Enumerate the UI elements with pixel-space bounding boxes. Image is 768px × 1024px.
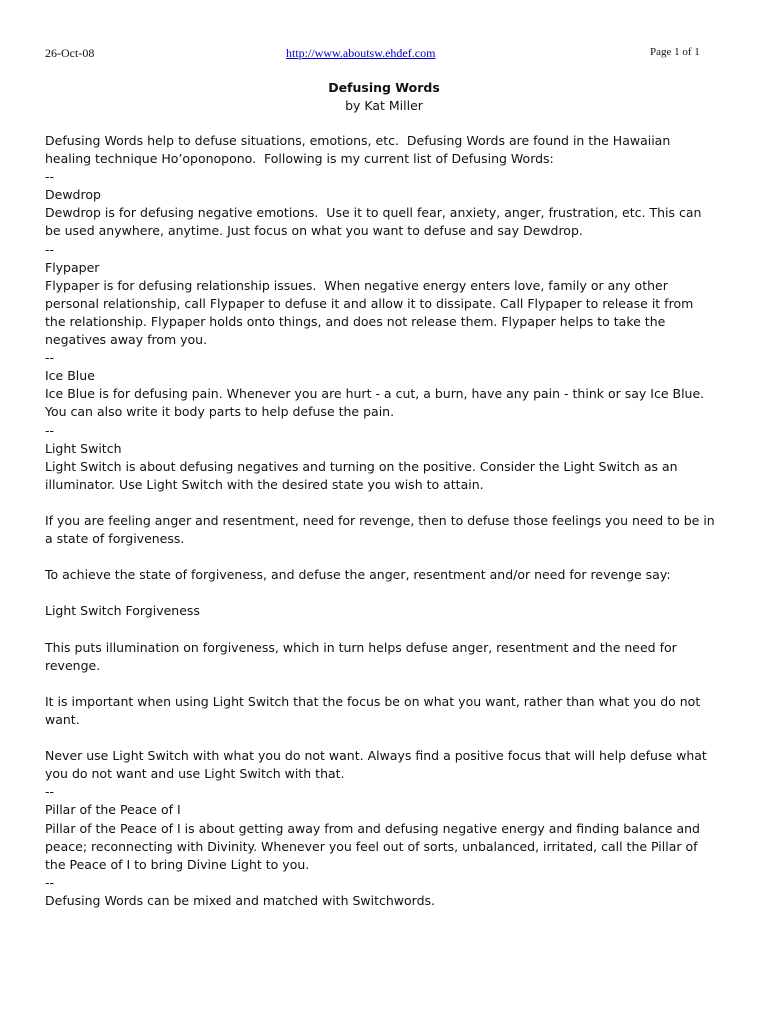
separator-line: -- (45, 350, 55, 366)
separator-line: -- (45, 169, 55, 185)
separator-line: -- (45, 241, 55, 257)
title-block (0, 79, 768, 115)
body-line: healing technique Ho’oponopono. Following is my current list of Defusing Words: (45, 151, 554, 167)
body-line: Defusing Words can be mixed and matched with Switchwords. (45, 892, 436, 908)
body-line: Dewdrop is for defusing negative emotions. Use it to quell fear, anxiety, anger, frustration, etc. This can (45, 205, 702, 221)
body-line: Light Switch (45, 440, 122, 456)
separator-line: -- (45, 874, 55, 890)
header-date: 26-Oct-08 (45, 46, 95, 60)
separator-line: -- (45, 422, 55, 438)
body-line: you do not want and use Light Switch with that. (45, 766, 345, 782)
body-line: the relationship. Flypaper holds onto things, and does not release them. Flypaper helps to take the (45, 313, 666, 329)
blank-line (45, 621, 735, 639)
blank-line (45, 548, 735, 566)
body-line: This puts illumination on forgiveness, which in turn helps defuse anger, resentment and the need for (45, 639, 677, 655)
body-line: a state of forgiveness. (45, 531, 185, 547)
blank-line (45, 729, 735, 747)
document-author: by Kat Miller (345, 98, 423, 113)
body-line: If you are feeling anger and resentment, need for revenge, then to defuse those feelings you need to be in (45, 512, 715, 528)
body-line: want. (45, 712, 80, 727)
body-line: You can also write it body parts to help defuse the pain. (45, 404, 395, 420)
body-line: be used anywhere, anytime. Just focus on what you want to defuse and say Dewdrop. (45, 223, 583, 239)
body-line: illuminator. Use Light Switch with the desired state you wish to attain. (45, 476, 484, 492)
body-line: Light Switch is about defusing negatives and turning on the positive. Consider the Light Switch as an (45, 458, 678, 474)
body-line: peace; reconnecting with Divinity. Whenever you feel out of sorts, unbalanced, irritated, call the Pillar of (45, 838, 698, 854)
separator-line: -- (45, 784, 55, 800)
body-line: It is important when using Light Switch that the focus be on what you want, rather than what you do not (45, 693, 701, 709)
body-line: Flypaper is for defusing relationship issues. When negative energy enters love, family or any other (45, 277, 668, 293)
body-line: Defusing Words help to defuse situations, emotions, etc. Defusing Words are found in the Hawaiian (45, 133, 671, 148)
blank-line (45, 494, 735, 512)
header-page-number: Page 1 of 1 (650, 46, 700, 58)
body-line: Light Switch Forgiveness (45, 603, 200, 619)
body-line: Pillar of the Peace of I (45, 802, 181, 818)
body-line: Flypaper (45, 259, 100, 275)
body-line: the Peace of I to bring Divine Light to you. (45, 856, 310, 872)
body-line: personal relationship, call Flypaper to defuse it and allow it to dissipate. Call Flypaper to release it from (45, 295, 694, 311)
body-line: Dewdrop (45, 187, 101, 203)
body-line: To achieve the state of forgiveness, and defuse the anger, resentment and/or need for revenge say: (45, 567, 671, 583)
document-title: Defusing Words (328, 80, 440, 95)
body-line: Never use Light Switch with what you do not want. Always find a positive focus that will help defuse what (45, 748, 707, 764)
document-body (45, 132, 735, 910)
body-line: revenge. (45, 657, 101, 673)
body-line: Pillar of the Peace of I is about getting away from and defusing negative energy and finding balance and (45, 820, 700, 836)
body-line: Ice Blue is for defusing pain. Whenever you are hurt - a cut, a burn, have any pain - think or say Ice Blue. (45, 386, 705, 402)
header-url-link[interactable]: http://www.aboutsw.ehdef.com (286, 46, 436, 60)
body-line: negatives away from you. (45, 332, 208, 348)
blank-line (45, 584, 735, 602)
blank-line (45, 675, 735, 693)
body-line: Ice Blue (45, 368, 95, 384)
